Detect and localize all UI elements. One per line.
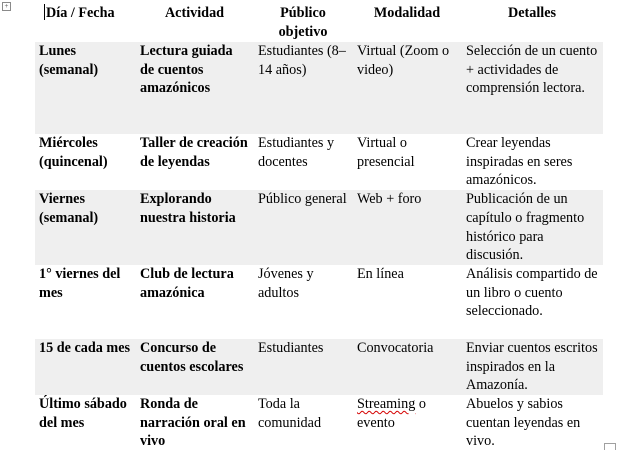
cell-modalidad[interactable]: Web + foro <box>353 190 462 265</box>
cell-actividad[interactable]: Lectura guiada de cuentos amazónicos <box>136 42 254 134</box>
table-row <box>35 134 603 190</box>
cell-modalidad[interactable]: En línea <box>357 265 404 282</box>
header-row <box>35 2 603 42</box>
cell-detalles[interactable]: Enviar cuentos escritos inspirados en la Amazonía. <box>462 339 603 395</box>
cell-dia[interactable]: Último sábado del mes <box>39 396 127 431</box>
cell-publico[interactable]: Estudiantes <box>254 339 353 395</box>
cell-modalidad[interactable]: Virtual (Zoom o video) <box>353 42 462 134</box>
table-row <box>35 339 603 395</box>
header-cell-dia[interactable] <box>35 2 136 42</box>
cell-detalles[interactable]: Crear leyendas inspiradas en seres amazónicos. <box>466 135 573 189</box>
table-move-handle-icon[interactable]: + <box>2 2 11 11</box>
cell-actividad[interactable]: Explorando nuestra historia <box>136 190 254 265</box>
header-dia-label: Día / Fecha <box>46 5 115 21</box>
cell-actividad[interactable]: Taller de creación de leyendas <box>140 135 248 170</box>
cell-dia[interactable]: Miércoles (quincenal) <box>39 135 108 170</box>
cell-actividad[interactable]: Ronda de narración oral en vivo <box>140 396 246 450</box>
cell-modalidad[interactable] <box>353 395 462 451</box>
header-cell-detalles[interactable]: Detalles <box>507 5 557 21</box>
cell-detalles[interactable]: Abuelos y sabios cuentan leyendas en vivo. <box>466 396 581 450</box>
cell-actividad[interactable]: Club de lectura amazónica <box>140 265 234 301</box>
table-row <box>35 190 603 265</box>
cell-publico[interactable]: Jóvenes y adultos <box>258 265 314 301</box>
schedule-table <box>35 2 603 451</box>
cell-actividad[interactable]: Concurso de cuentos escolares <box>136 339 254 395</box>
modalidad-rest: o evento <box>357 396 426 431</box>
table-row <box>35 42 603 134</box>
table-row <box>35 265 603 339</box>
header-cell-modalidad[interactable]: Modalidad <box>373 5 441 21</box>
cell-dia[interactable]: Lunes (semanal) <box>35 42 136 134</box>
cell-modalidad[interactable]: Virtual o presencial <box>357 135 415 170</box>
text-cursor <box>44 4 45 20</box>
cell-detalles[interactable]: Selección de un cuento + actividades de comprensión lectora. <box>462 42 603 134</box>
table-resize-handle-icon[interactable] <box>604 443 616 450</box>
table-row <box>35 395 603 451</box>
cell-modalidad[interactable]: Convocatoria <box>353 339 462 395</box>
header-cell-publico[interactable]: Público objetivo <box>278 5 328 40</box>
cell-publico[interactable]: Toda la comunidad <box>258 396 322 431</box>
header-cell-actividad[interactable]: Actividad <box>164 5 225 21</box>
spellcheck-word[interactable]: Streaming <box>357 396 416 413</box>
cell-publico[interactable]: Público general <box>254 190 353 265</box>
cell-publico[interactable]: Estudiantes (8–14 años) <box>254 42 353 134</box>
cell-dia[interactable]: 15 de cada mes <box>35 339 136 395</box>
cell-publico[interactable]: Estudiantes y docentes <box>258 135 335 170</box>
cell-dia[interactable]: Viernes (semanal) <box>35 190 136 265</box>
cell-detalles[interactable]: Publicación de un capítulo o fragmento histórico para discusión. <box>462 190 603 265</box>
cell-detalles[interactable]: Análisis compartido de un libro o cuento seleccionado. <box>466 265 598 320</box>
cell-dia[interactable]: 1° viernes del mes <box>39 265 121 301</box>
